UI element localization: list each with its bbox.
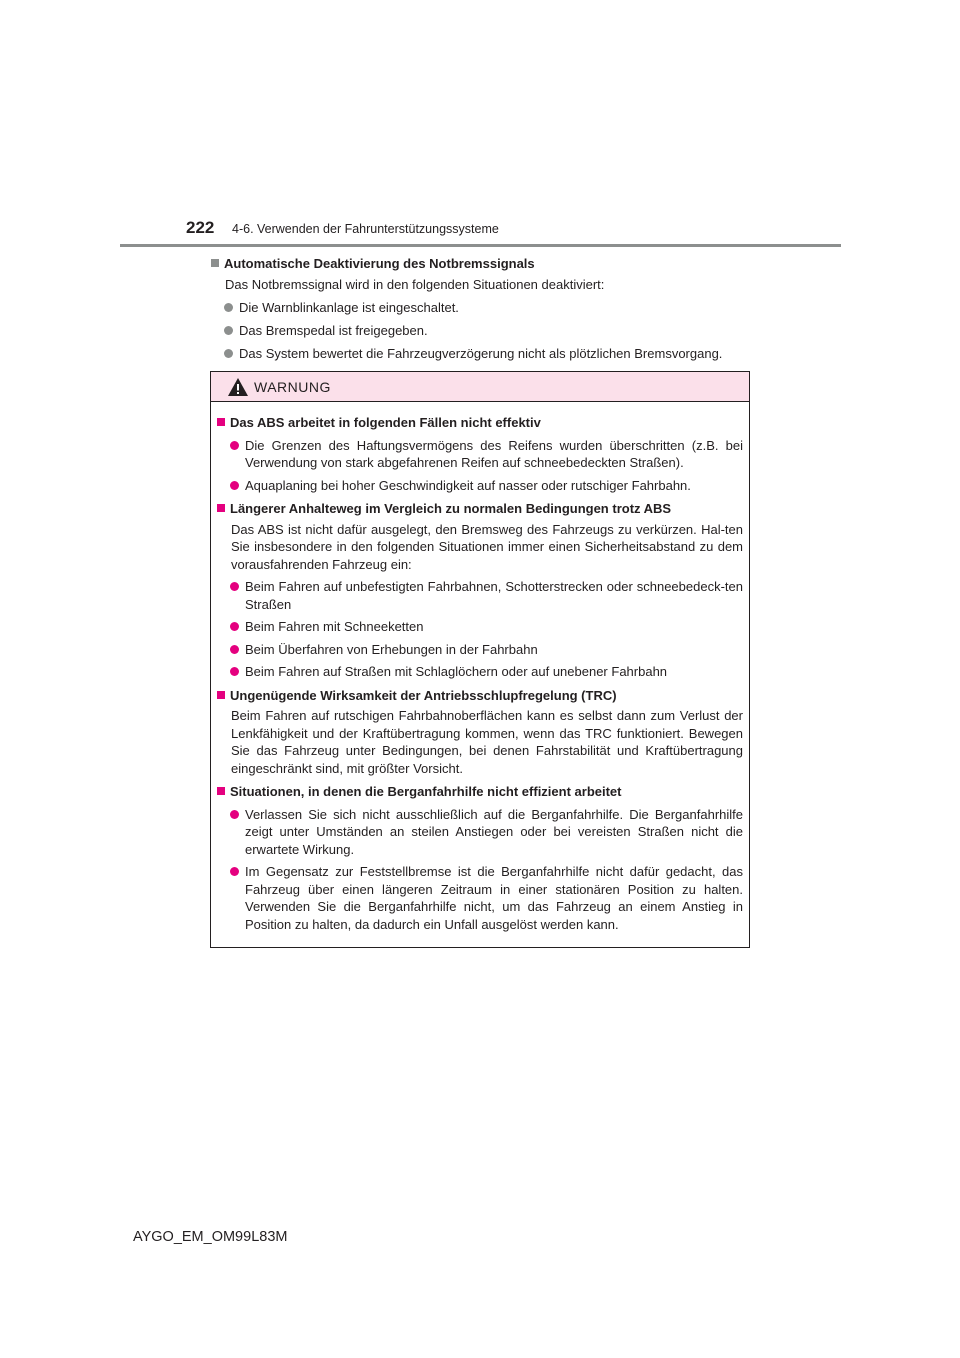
list-item <box>216 578 743 613</box>
round-bullet-icon <box>224 303 233 312</box>
round-bullet-icon <box>230 810 239 819</box>
list-item-text: Beim Fahren auf Straßen mit Schlaglöchern oder auf unebener Fahrbahn <box>245 664 668 679</box>
round-bullet-icon <box>230 667 239 676</box>
warning-heading-text: Das ABS arbeitet in folgenden Fällen nicht effektiv <box>230 415 541 430</box>
warning-paragraph: Das ABS ist nicht dafür ausgelegt, den Bremsweg des Fahrzeugs zu verkürzen. Hal-ten Sie insbesondere in den folgenden Situationen immer einen Sicherheitsabstand zu dem vorausfahrenden Fahrzeug ein: <box>231 521 743 572</box>
list-item-text: Die Warnblinkanlage ist eingeschaltet. <box>239 300 459 315</box>
list-item <box>210 322 755 339</box>
section-heading <box>210 255 755 272</box>
square-bullet-icon <box>217 691 225 699</box>
warning-heading-text: Längerer Anhalteweg im Vergleich zu normalen Bedingungen trotz ABS <box>230 501 672 516</box>
round-bullet-icon <box>230 645 239 654</box>
chapter-title: 4-6. Verwenden der Fahrunterstützungssysteme <box>232 222 499 236</box>
warning-body <box>211 402 749 933</box>
warning-heading-text: Situationen, in denen die Berganfahrhilfe nicht effizient arbeitet <box>230 784 622 799</box>
list-item-text: Das Bremspedal ist freigegeben. <box>239 323 428 338</box>
square-bullet-icon <box>217 504 225 512</box>
list-item-text: Aquaplaning bei hoher Geschwindigkeit auf nasser oder rutschiger Fahrbahn. <box>245 477 691 493</box>
list-item <box>210 345 755 362</box>
list-item <box>216 663 743 681</box>
list-item-text: Beim Fahren auf unbefestigten Fahrbahnen, Schotterstrecken oder schneebedeck-ten Straßen <box>245 579 743 612</box>
round-bullet-icon <box>230 582 239 591</box>
warning-box <box>210 371 750 948</box>
list-item <box>216 477 743 495</box>
warning-heading-abs <box>216 414 743 432</box>
round-bullet-icon <box>230 441 239 450</box>
section-heading-text: Automatische Deaktivierung des Notbremssignals <box>224 256 535 271</box>
list-item-text: Das System bewertet die Fahrzeugverzögerung nicht als plötzlichen Bremsvorgang. <box>239 346 723 361</box>
list-item-text: Im Gegensatz zur Feststellbremse ist die Berganfahrhilfe nicht dafür gedacht, das Fahrzeug über einen längeren Zeitraum in einer stationären Position zu halten. Verwenden Sie die Berganfahrhilfe nicht, um das Fahrzeug an einem Anstieg in Position zu halten, da dadurch ein Unfall ausgelöst werden kann. <box>245 864 743 932</box>
square-bullet-icon <box>211 259 219 267</box>
round-bullet-icon <box>224 326 233 335</box>
list-item <box>216 806 743 859</box>
warning-title: WARNUNG <box>254 379 331 395</box>
page-number: 222 <box>186 218 215 237</box>
list-item-text: Verlassen Sie sich nicht ausschließlich auf die Berganfahrhilfe. Die Berganfahrhilfe zeigt unter Umständen an steilen Anstiegen oder bei vereisten Straßen nicht die erwartete Wirkung. <box>245 806 743 857</box>
footer-code: AYGO_EM_OM99L83M <box>133 1229 288 1245</box>
round-bullet-icon <box>230 867 239 876</box>
section-notbremssignal <box>210 255 755 362</box>
list-item-text: Die Grenzen des Haftungsvermögens des Reifens wurden überschritten (z.B. bei Verwendung von stark abgefahrenen Reifen auf schneebedeckten Straßen). <box>245 437 743 470</box>
list-item <box>216 618 743 636</box>
list-item-text: Beim Überfahren von Erhebungen in der Fahrbahn <box>245 641 538 657</box>
list-item <box>216 641 743 659</box>
warning-triangle-icon <box>227 377 249 397</box>
warning-heading-berganfahrhilfe <box>216 783 743 801</box>
square-bullet-icon <box>217 418 225 426</box>
warning-heading-anhalteweg <box>216 500 743 518</box>
section-intro: Das Notbremssignal wird in den folgenden Situationen deaktiviert: <box>225 277 605 292</box>
list-item <box>210 299 755 316</box>
list-item-text: Beim Fahren mit Schneeketten <box>245 619 424 634</box>
warning-heading-text: Ungenügende Wirksamkeit der Antriebsschlupfregelung (TRC) <box>230 687 617 703</box>
list-item <box>216 863 743 933</box>
round-bullet-icon <box>224 349 233 358</box>
square-bullet-icon <box>217 787 225 795</box>
header-rule <box>120 244 841 247</box>
round-bullet-icon <box>230 481 239 490</box>
round-bullet-icon <box>230 622 239 631</box>
warning-heading-trc <box>216 687 743 705</box>
warning-paragraph: Beim Fahren auf rutschigen Fahrbahnoberflächen kann es selbst dann zum Verlust der Lenkfähigkeit und der Kraftübertragung kommen, wenn das TRC funktioniert. Bewegen Sie das Fahrzeug unter Bedingungen, bei denen Fahrstabilität und Kraftübertragung eingeschränkt sind, mit größter Vorsicht. <box>231 708 743 776</box>
list-item <box>216 437 743 472</box>
warning-header <box>211 372 749 402</box>
